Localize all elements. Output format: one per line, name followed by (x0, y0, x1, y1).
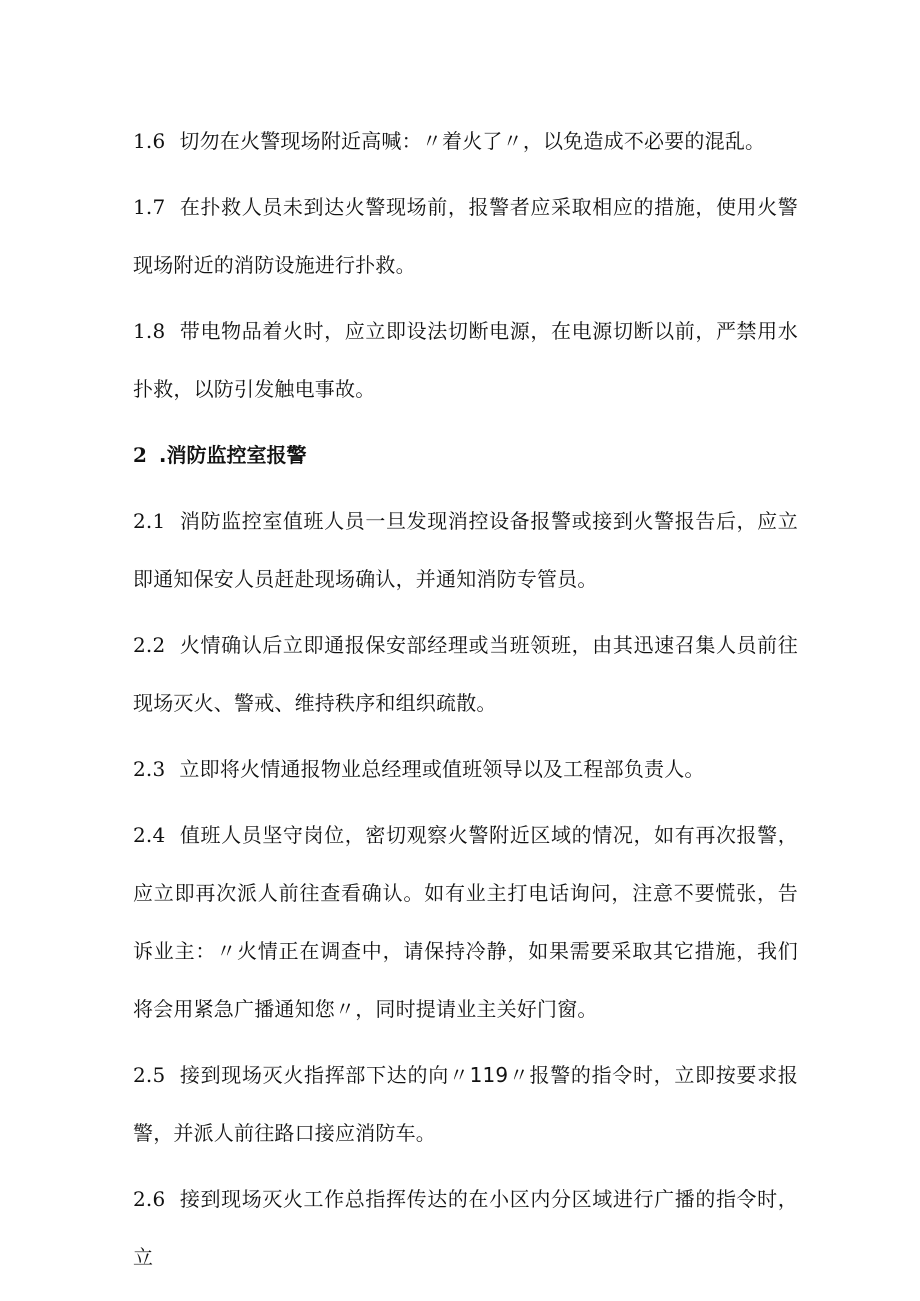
paragraph-text: 接到现场灭火指挥部下达的向〃119〃报警的指令时，立即按要求报警，并派人前往路口接应消防车。 (133, 1063, 798, 1145)
section-number: 2 (133, 443, 147, 467)
paragraph-text: 在扑救人员未到达火警现场前，报警者应采取相应的措施，使用火警现场附近的消防设施进行扑救。 (133, 195, 798, 277)
paragraph-number: 2.3 (133, 757, 166, 781)
paragraph-number: 2.2 (133, 633, 166, 657)
paragraph-text: 带电物品着火时，应立即设法切断电源，在电源切断以前，严禁用水扑救，以防引发触电事故。 (133, 319, 798, 401)
paragraph-2-6 (133, 1170, 798, 1286)
paragraph-1-7 (133, 178, 798, 294)
paragraph-1-6 (133, 112, 798, 170)
section-heading (133, 426, 798, 484)
paragraph-2-5 (133, 1046, 798, 1162)
paragraph-2-4 (133, 806, 798, 1038)
paragraph-number: 2.5 (133, 1063, 166, 1087)
paragraph-text: 值班人员坚守岗位，密切观察火警附近区域的情况，如有再次报警，应立即再次派人前往查看确认。如有业主打电话询问，注意不要慌张，告诉业主：〃火情正在调查中，请保持冷静，如果需要采取其它措施，我们将会用紧急广播通知您〃，同时提请业主关好门窗。 (133, 823, 798, 1021)
paragraph-text: 火情确认后立即通报保安部经理或当班领班，由其迅速召集人员前往现场灭火、警戒、维持秩序和组织疏散。 (133, 633, 798, 715)
document-page (133, 112, 798, 1294)
paragraph-number: 2.6 (133, 1187, 166, 1211)
paragraph-text: 消防监控室值班人员一旦发现消控设备报警或接到火警报告后，应立即通知保安人员赶赴现场确认，并通知消防专管员。 (133, 509, 798, 591)
paragraph-1-8 (133, 302, 798, 418)
paragraph-number: 1.8 (133, 319, 166, 343)
paragraph-text: 切勿在火警现场附近高喊：〃着火了〃，以免造成不必要的混乱。 (179, 129, 766, 153)
paragraph-2-3 (133, 740, 798, 798)
paragraph-2-2 (133, 616, 798, 732)
section-title: .消防监控室报警 (158, 443, 307, 467)
paragraph-text: 立即将火情通报物业总经理或值班领导以及工程部负责人。 (179, 757, 705, 781)
paragraph-2-1 (133, 492, 798, 608)
paragraph-text: 接到现场灭火工作总指挥传达的在小区内分区域进行广播的指令时，立 (133, 1187, 798, 1269)
paragraph-number: 1.6 (133, 129, 166, 153)
paragraph-number: 2.1 (133, 509, 166, 533)
paragraph-number: 2.4 (133, 823, 166, 847)
paragraph-number: 1.7 (133, 195, 166, 219)
